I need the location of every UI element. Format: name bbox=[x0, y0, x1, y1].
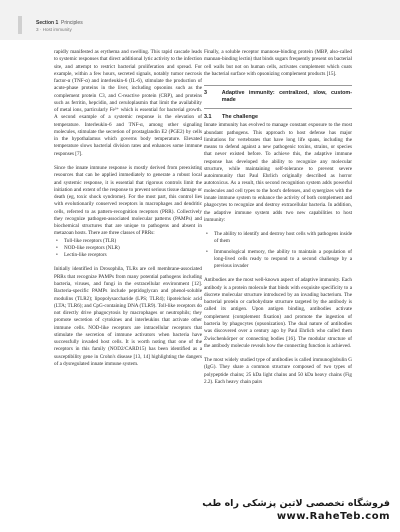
header-accent-bar bbox=[18, 16, 22, 34]
left-column bbox=[54, 49, 202, 375]
left-paragraph-3: Initially identified in Drosophila, TLRs are cell membrane-associated PRRs that recognize PAMPs from many potential pathogens including bacteria, viruses, and fungi in the extracellular environment [12]. Bacteria-specific PAMPs include peptidoglycan and phenol-soluble modulins (TLR2); lipopolysaccharide (LPS; TLR4); lipoteichoic acid (LTA; TLR6); and CpG-containing DNA (TLR9). Toll-like receptors do not directly drive phagocytosis by macrophages or neutrophils; they promote secretion of cytokines and interleukins that activate other immune cells. NOD-like receptors are intracellular receptors that stimulate the secretion of immune activators when bacteria have successfully invaded host cells. It is worth noting that one of the receptors in this family (NOD2/CARD15) has been identified as a susceptibility gene in Crohn's disease [13, 14] highlighting the dangers of a dysregulated innate immune system. bbox=[54, 266, 202, 367]
capability-list bbox=[204, 231, 352, 270]
watermark-persian-text: فروشگاه تخصصی لاتین پزشکی راه طب bbox=[202, 498, 390, 509]
section-label: Section 1 bbox=[36, 20, 59, 26]
watermark-url: www.RaheTeb.com bbox=[276, 511, 390, 522]
list-item: • Immunological memory, the ability to maintain a population of long-lived cells ready to respond to a second challenge by a previous invader bbox=[214, 249, 352, 271]
left-paragraph-2: Since the innate immune response is mostly derived from preexisting resources that can be applied immediately to generate a robust local and systemic response, it is essential that rigorous controls limit the initiation and extent of the response to prevent serious tissue damage or death (eg, toxic shock syndrome). For the most part, this control lies with evolutionarily conserved receptors in macrophages and dendritic cells, referred to as pattern-recognition receptors (PRR). Collectively they recognize pathogen-associated molecular patterns (PAMPs) and biochemical structures that are unique to pathogens and absent in metazoan hosts. There are three classes of PRRs: bbox=[54, 164, 202, 237]
right-paragraph-1: Finally, a soluble receptor mannose-binding protein (MBP, also-called mannan-binding lectin) that binds sugars frequently present on bacterial cell walls but not on human cells, activates complement which coats the bacterial surface with opsonizing complement products [15]. bbox=[204, 49, 352, 77]
subsection-number: 3.1 bbox=[204, 114, 212, 121]
left-paragraph-1: rapidly manifested as erythema and swelling. This rapid cascade leads to systemic responses that direct additional lytic activity to the infection site, and attempt to restrict bacterial proliferation and spread. For example, within a few hours, secreted signals, notably tumor necrosis factor-α (TNF-α) and interleukin-6 (IL-6), stimulate the production of acute-phase proteins in the liver, including opsonins such as the complement protein C3, and C-reactive protein (CRP), and proteins such as ferritin, hepcidin, and ceruloplasmin that limit the availability of metal ions, particularly Fe³⁺ which is essential for bacterial growth. A second example of a systemic response is the elevation of temperature. Interleukin-6 and TNF-α, among other signaling molecules, stimulate the secretion of prostaglandin E2 (PGE2) by cells in the hypothalamus which governs body temperature. Elevated temperature slows bacterial division rates and enhances some immune responses [7]. bbox=[54, 49, 202, 157]
list-item: • Toll-like receptors (TLR) bbox=[64, 238, 202, 245]
subsection-heading bbox=[204, 114, 352, 121]
prr-class-list bbox=[54, 238, 202, 260]
running-head-chapter: 3 · Host immunity bbox=[36, 27, 72, 32]
list-item: • NOD-like receptors (NLR) bbox=[64, 245, 202, 252]
section-number: 3 bbox=[204, 90, 207, 97]
section-name: Principles bbox=[61, 20, 83, 26]
list-item: • Lectin-like receptors bbox=[64, 252, 202, 259]
store-watermark bbox=[150, 497, 390, 531]
running-head-section bbox=[36, 20, 83, 26]
section-title: Adaptive immunity: centralized, slow, custom-made bbox=[221, 90, 352, 104]
section-heading bbox=[204, 85, 352, 109]
subsection-title: The challenge bbox=[222, 114, 258, 121]
list-item: • The ability to identify and destroy host cells with pathogens inside of them bbox=[214, 231, 352, 246]
right-paragraph-3: Antibodies are the most well-known aspect of adaptive immunity. Each antibody is a protein molecule that binds with exquisite specificity to a discrete molecular structure introduced by an invading bacterium. The bacterial protein or carbohydrate structure targeted by the antibody is called its antigen. Upon antigen binding, antibodies activate complement (complement fixation) and promote the ingestion of bacteria by phagocytes (opsonization). The dual nature of antibodies was discovered over a century ago by Paul Ehrlich who called them Zwischenkörper or connecting bodies [16]. The modular structure of the antibody molecule reveals how the connecting function is achieved. bbox=[204, 277, 352, 349]
right-column bbox=[204, 49, 352, 393]
right-paragraph-2: Innate immunity has evolved to manage constant exposure to the most abundant pathogens. This approach to host defense has major limitations for vertebrates that have long life spans, including the means to defend against a new pathogenic toxins, strains, or species that never existed before. To achieve this, the adaptive immune response has developed the ability to recognize any molecular structure, while maintaining self-tolerance to prevent severe autoimmunity that Paul Ehrlich originally described as horror autotoxicus. As a result, this second recognition system adds powerful molecules and cell types to the host's defenses, and synergizes with the innate immune system to enhance the activity of both complement and phagocytes to recognize and destroy extracellular bacteria. In addition, the adaptive immune system adds two new capabilities to host immunity: bbox=[204, 122, 352, 223]
right-paragraph-4: The most widely studied type of antibodies is called immunoglobulin G (IgG). They share a common structure composed of two types of polypeptide chains; 25 kDa light chains and 50 kDa heavy chains (Fig 2.2). Each heavy chain pairs bbox=[204, 357, 352, 385]
page-header bbox=[0, 0, 400, 40]
